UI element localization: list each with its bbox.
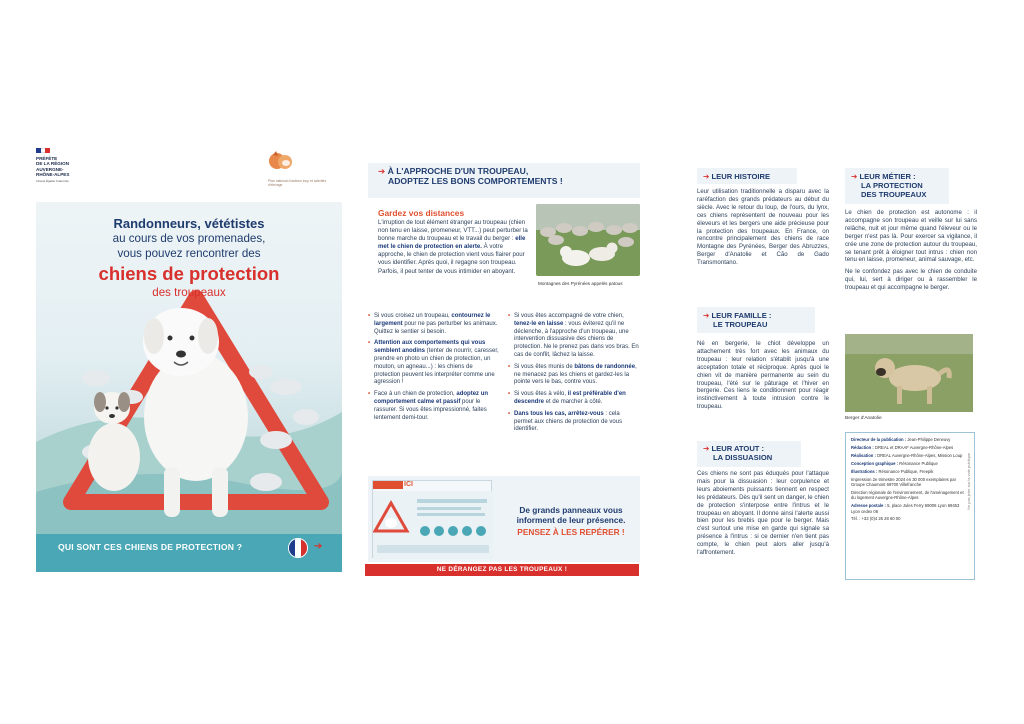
- approach-title: ➔ À L'APPROCHE D'UN TROUPEAU, ADOPTEZ LES BONS COMPORTEMENTS !: [378, 166, 563, 186]
- histoire-title: ➔ LEUR HISTOIRE: [703, 172, 771, 181]
- signs-title: De grands panneaux vous informent de leur présence.: [516, 505, 626, 525]
- credits-box: Directeur de la publication : Jean-Philippe Deneuvy Rédaction : DREAL et DRAAF Auvergne-Rhône-Alpes Réalisation : DREAL Auvergne-Rhône-Alpes, Mission Loup Conception graphique : Résonance Publique Illustrations : Résonance Publique, Freepik Impression 2e trimestre 2024 en 30 000 exemplaires par Groupe Chaumont 69700 Villefranche Direction régionale de l'environnement, de l'aménagement et du logement Auvergne-Rhône-Alpes Adresse postale : 5, place Jules Ferry 69006 Lyon 69453 Lyon cedex 06 Tél. : +33 (0)4 26 28 60 00: [845, 432, 975, 580]
- approach-paragraph: L'irruption de tout élément étranger au troupeau (chien non tenu en laisse, promeneur, VTT...) peut perturber la bonne marche du troupeau et le travail du berger : elle met le chien de protection en alerte. À votre approche, le chien de protection vient vous flairer pour vous identifier. Après quoi, il regagne son troupeau. Parfois, il peut tenter de vous intimider en aboyant.: [378, 219, 528, 275]
- plan-logo-text: Plan national d'actions loup et activités d'élevage: [268, 179, 327, 187]
- arrow-right-icon: ➔: [703, 444, 710, 453]
- list-item: • Face à un chien de protection, adoptez un comportement calme et passif pour le rassurer. Si vous êtes impressionné, faites lentement demi-tour.: [368, 391, 500, 422]
- pyrenees-dogs-photo: [536, 204, 640, 276]
- sign-header-band: [373, 481, 403, 489]
- famille-title: ➔ LEUR FAMILLE : LE TROUPEAU: [703, 311, 772, 329]
- tips-left-column: [368, 313, 500, 426]
- wolf-sheep-logo-icon: [268, 150, 294, 172]
- sign-label: ICI: [404, 481, 413, 488]
- list-item: • Dans tous les cas, arrêtez-vous : cela permet aux chiens de protection de vous identifier.: [508, 411, 640, 434]
- cover-panel: [36, 202, 342, 572]
- famille-text: Né en bergerie, le chiot développe un attachement très fort avec les animaux du troupeau : leur relation s'établit jusqu'à une acceptation totale et réciproque. Après quoi le chien vit de manière permanente au sein du troupeau, l'été sur le pâturage et l'hiver en bergerie. Ces liens le conditionnent pour réagir instinctivement à toute intrusion contre le troupeau.: [697, 340, 829, 411]
- cover-question: QUI SONT CES CHIENS DE PROTECTION ?: [58, 542, 243, 552]
- arrow-right-icon: ➔: [314, 541, 323, 552]
- tips-right-column: [508, 313, 640, 438]
- photo-caption: Montagnes des Pyrénées appelés patous: [538, 281, 623, 286]
- dog-on-grass-image: [845, 334, 973, 412]
- arrow-right-icon: ➔: [703, 172, 710, 181]
- recycling-note: Ne pas jeter sur la voie publique: [966, 452, 971, 510]
- plan-loup-logo: [268, 150, 338, 187]
- histoire-text: Leur utilisation traditionnelle a disparu avec la raréfaction des grands prédateurs au début du siècle. Avec le retour du loup, de l'ours, du lynx, ces chiens représentent de nouveau pour les éleveurs et les bergers une aide précieuse pour la protection des troupeaux. En France, on rencontre principalement des chiens de race Montagne des Pyrénées, Berger des Abruzzes, Berger d'Anatolie et Cão de Gado Transmontano.: [697, 188, 829, 267]
- cover-title: Randonneurs, vététistes au cours de vos promenades, vous pouvez rencontrer des chiens de protection des troupeaux: [98, 216, 280, 299]
- list-item: • Si vous êtes accompagné de votre chien, tenez-le en laisse : vous éviterez qu'il ne déclenche, à l'approche d'un troupeau, une intervention dissuasive des chiens de protection. Ne le prenez pas dans vos bras. En cas de conflit, lâchez la laisse.: [508, 313, 640, 360]
- marianne-flag-icon: [36, 148, 50, 153]
- sign-illustration: [373, 481, 493, 559]
- prefecture-logo: [36, 148, 96, 183]
- atout-title: ➔ LEUR ATOUT : LA DISSUASION: [703, 444, 773, 462]
- list-item: • Si vous croisez un troupeau, contournez le largement pour ne pas perturber les animaux. Quittez le sentier si besoin.: [368, 313, 500, 336]
- arrow-right-icon: ➔: [378, 166, 386, 176]
- metier-title: ➔ LEUR MÉTIER : LA PROTECTION DES TROUPEAUX: [851, 172, 927, 199]
- french-flag-icon: [288, 538, 308, 558]
- section-subtitle: Gardez vos distances: [378, 208, 465, 218]
- arrow-right-icon: ➔: [851, 172, 858, 181]
- warning-banner-text: NE DÉRANGEZ PAS LES TROUPEAUX !: [436, 566, 568, 573]
- atout-text: Ces chiens ne sont pas éduqués pour l'attaque mais pour la dissuasion : leur corpulence et leurs aboiements puissants tiennent en respect les prédateurs. Dès qu'il sent un danger, le chien de protection s'interpose entre l'intrus et le troupeau en aboyant. Il donne ainsi l'alerte aussi bien pour les brebis que pour le berger. Mais c'est surtout une mise en garde qui signale sa présence à l'intrus : si ce dernier n'en tient pas compte, le chien peut alors aller jusqu'à l'affrontement.: [697, 470, 829, 557]
- signs-cta: PENSEZ À LES REPÉRER !: [517, 527, 625, 537]
- anatolian-dog-photo: [845, 334, 973, 412]
- arrow-right-icon: ➔: [703, 311, 710, 320]
- metier-text: Le chien de protection est autonome : il accompagne son troupeau et veille sur lui sans relâche, nuit et jour même quand l'éleveur ou le berger n'est pas là. Pour exercer sa vigilance, il crée une zone de protection autour du troupeau, se tenant prêt à éloigner tout intrus : chien non tenu en laisse, promeneur, animal sauvage, etc. Ne le confondez pas avec le chien de conduite qui, lui, sert à diriger ou à rassembler le troupeau et qui accompagne le berger.: [845, 209, 977, 292]
- prefecture-name: PRÉFÈTE DE LA RÉGION AUVERGNE- RHÔNE-ALPES: [36, 156, 70, 178]
- photo-caption: Berger d'Anatolie: [845, 416, 882, 421]
- dogs-in-field-image: [536, 204, 640, 276]
- list-item: • Attention aux comportements qui vous semblent anodins (tenter de nourrir, caresser, prendre en photo un chien de protection, un mouton, un agneau...) : les chiens de protection peuvent les interpréter comme une agression !: [368, 340, 500, 387]
- warning-sign-image: [372, 480, 492, 558]
- list-item: • Si vous êtes munis de bâtons de randonnée, ne menacez pas les chiens et gardez-les la pointe vers le bas, contre vous.: [508, 364, 640, 387]
- republic-motto: Liberté Égalité Fraternité: [36, 178, 69, 183]
- list-item: • Si vous êtes à vélo, il est préférable d'en descendre et de marcher à côté.: [508, 391, 640, 407]
